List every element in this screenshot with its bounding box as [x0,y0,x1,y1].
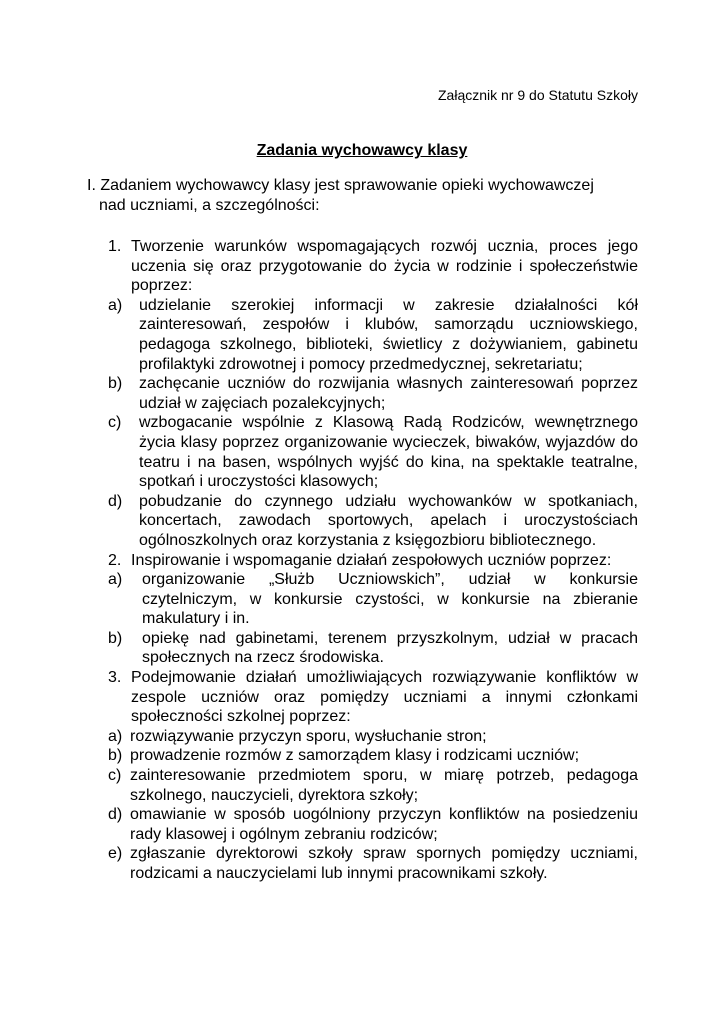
list-item-marker: 2. [108,551,122,569]
list-item-marker: 1. [108,238,122,255]
list-item-text: Tworzenie warunków wspomagających rozwój ucznia, proces jego uczenia się oraz przygotowanie do życia w rodzinie i społeczeństwie poprzez: [131,238,638,295]
list-item-marker: b) [108,747,123,765]
list-item-marker: a) [108,727,123,745]
task-list [108,237,638,884]
list-item-marker: a) [108,571,123,589]
list-item-text: zgłaszanie dyrektorowi szkoły spraw spornych pomiędzy uczniami, rodzicami a nauczycielami lub innymi pracownikami szkoły. [130,845,638,882]
list-item-text: udzielanie szerokiej informacji w zakresie działalności kół zainteresowań, zespołów i klubów, samorządu uczniowskiego, pedagoga szkolnego, biblioteki, świetlicy z dożywianiem, gabinetu profilaktyki zdrowotnej i pomocy przedmedycznej, sekretariatu; [139,296,638,373]
list-item-text: opiekę nad gabinetami, terenem przyszkolnym, udział w pracach społecznych na rzecz środowiska. [142,629,638,667]
list-item [108,805,638,844]
list-item-text: Inspirowanie i wspomaganie działań zespołowych uczniów poprzez: [131,551,612,569]
intro-text-1: Zadaniem wychowawcy klasy jest sprawowanie opieki wychowawczej [100,177,594,194]
intro-line-1 [87,176,647,196]
list-item-text: rozwiązywanie przyczyn sporu, wysłuchanie stron; [130,727,487,745]
list-item-text: organizowanie „Służb Uczniowskich”, udział w konkursie czytelniczym, w konkursie czystości, w konkursie na zbieranie makulatury i in. [142,571,638,628]
list-item-text: omawianie w sposób uogólniony przyczyn konfliktów na posiedzeniu rady klasowej i ogólnym zebraniu rodziców; [130,806,638,843]
list-item [108,492,638,551]
list-item [108,746,638,766]
attachment-note: Załącznik nr 9 do Statutu Szkoły [438,87,638,103]
list-item [108,237,638,296]
list-item-marker: d) [108,806,123,824]
intro-paragraph [87,176,647,216]
list-item [108,668,638,727]
list-item-marker: a) [108,296,123,314]
list-item [108,766,638,805]
list-item-text: Podejmowanie działań umożliwiających rozwiązywanie konfliktów w zespole uczniów oraz pomiędzy uczniami a innymi członkami społeczności szkolnej poprzez: [131,669,638,726]
list-item-text: zainteresowanie przedmiotem sporu, w miarę potrzeb, pedagoga szkolnego, nauczycieli, dyrektora szkoły; [130,767,638,804]
list-item [108,844,638,883]
list-item-marker: d) [108,492,123,510]
document-title: Zadania wychowawcy klasy [256,142,468,159]
list-item-marker: c) [108,414,122,432]
list-item [108,727,638,747]
list-item-marker: b) [108,375,123,393]
list-item-marker: e) [108,845,123,863]
intro-line-2: nad uczniami, a szczególności: [99,197,320,214]
list-item-marker: b) [108,629,123,647]
list-item [108,374,638,413]
list-item [108,413,638,491]
list-item-text: wzbogacanie wspólnie z Klasową Radą Rodziców, wewnętrznego życia klasy poprzez organizowanie wycieczek, biwaków, wyjazdów do teatru i na basen, wspólnych wyjść do kina, na spektakle teatralne, spotkań i uroczystości klasowych; [139,414,638,491]
list-item-text: pobudzanie do czynnego udziału wychowanków w spotkaniach, koncertach, zawodach sportowych, apelach i uroczystościach ogólnoszkolnych oraz korzystania z księgozbioru bibliotecznego. [139,492,638,549]
list-item [108,629,638,668]
list-item-marker: c) [108,767,122,785]
list-item-marker: 3. [108,669,122,687]
list-item [108,296,638,374]
list-item [108,551,638,571]
list-item-text: zachęcanie uczniów do rozwijania własnych zainteresowań poprzez udział w zajęciach pozalekcyjnych; [139,375,638,412]
list-item [108,570,638,629]
list-item-text: prowadzenie rozmów z samorządem klasy i rodzicami uczniów; [130,747,580,765]
intro-marker: I. [87,177,96,194]
